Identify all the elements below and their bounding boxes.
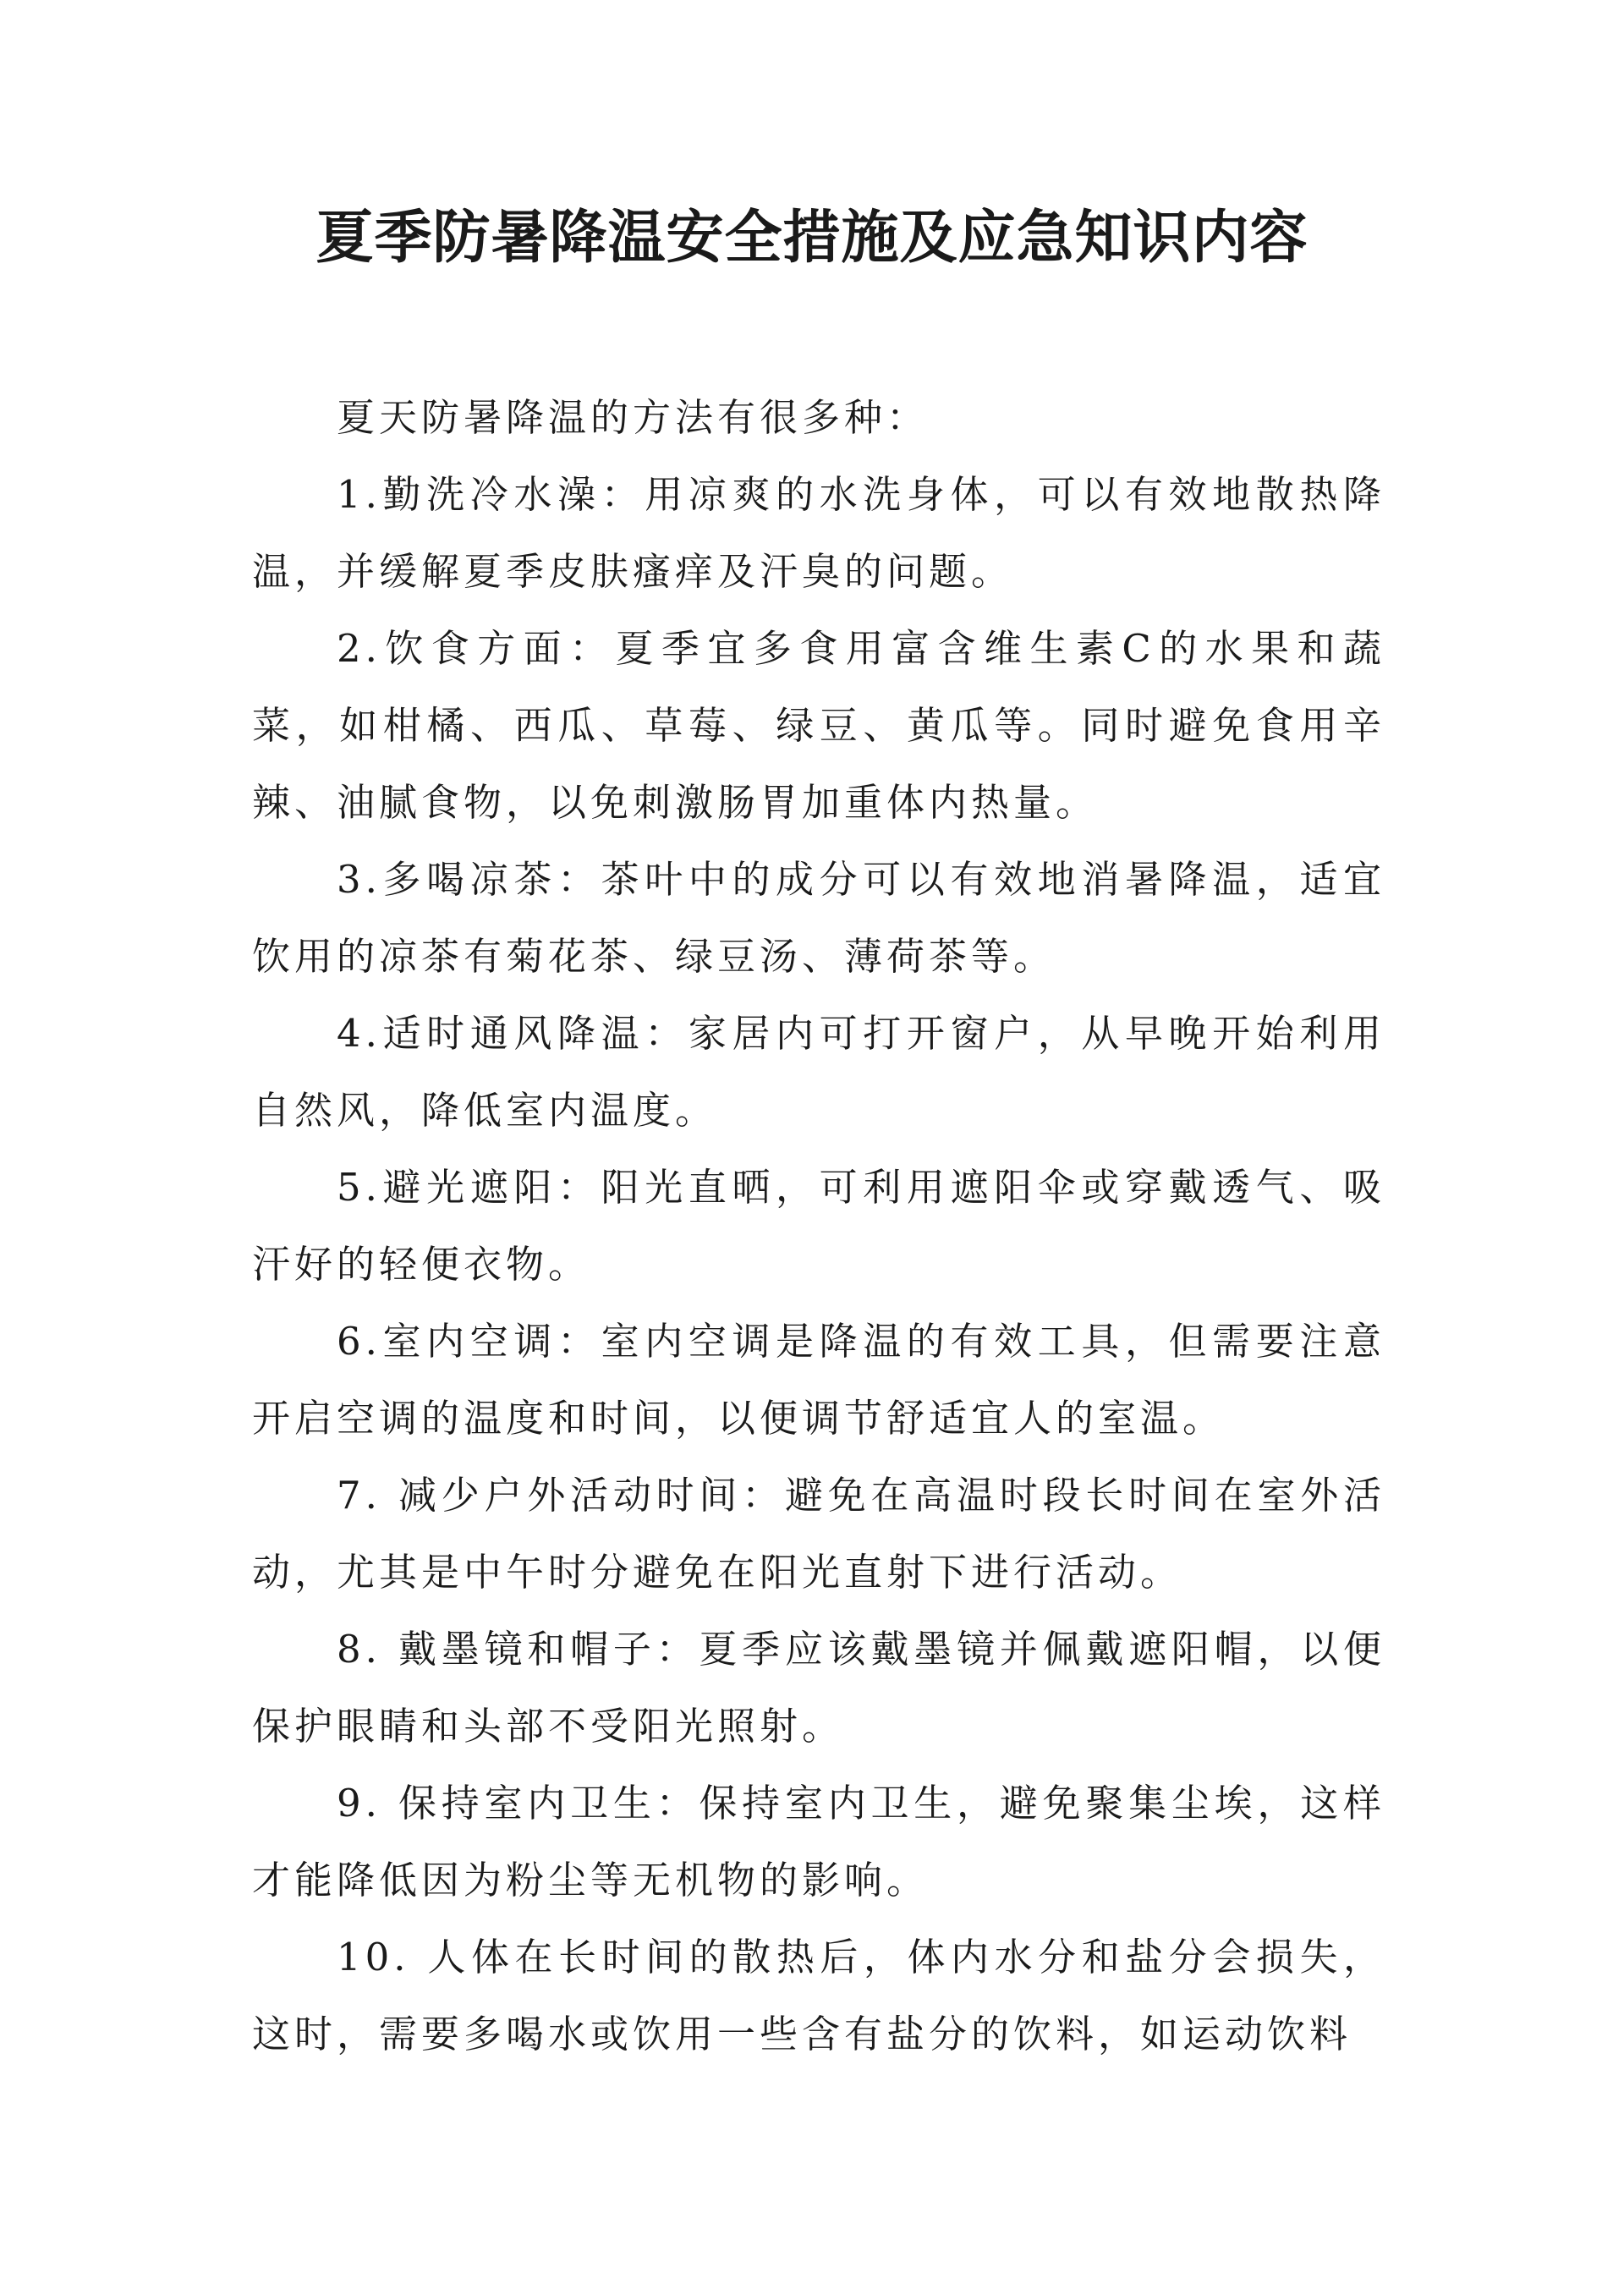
- intro-paragraph: 夏天防暑降温的方法有很多种：: [337, 395, 930, 440]
- list-item-9: 9. 保持室内卫生：保持室内卫生，避免聚集尘埃，这样才能降低因为粉尘等无机物的影响。: [252, 1781, 1385, 1902]
- list-item-1: 1.勤洗冷水澡：用凉爽的水洗身体，可以有效地散热降温，并缓解夏季皮肤瘙痒及汗臭的问题。: [252, 472, 1385, 594]
- list-item-2: 2.饮食方面：夏季宜多食用富含维生素C的水果和蔬菜，如柑橘、西瓜、草莓、绿豆、黄瓜等。同时避免食用辛辣、油腻食物，以免刺激肠胃加重体内热量。: [252, 626, 1385, 825]
- list-item-8: 8. 戴墨镜和帽子：夏季应该戴墨镜并佩戴遮阳帽，以便保护眼睛和头部不受阳光照射。: [252, 1627, 1385, 1749]
- document-title: 夏季防暑降温安全措施及应急知识内容: [315, 205, 1309, 272]
- list-item-6: 6.室内空调：室内空调是降温的有效工具，但需要注意开启空调的温度和时间，以便调节舒适宜人的室温。: [252, 1319, 1385, 1441]
- list-item-3: 3.多喝凉茶：茶叶中的成分可以有效地消暑降温，适宜饮用的凉茶有菊花茶、绿豆汤、薄荷茶等。: [252, 857, 1385, 979]
- list-item-5: 5.避光遮阳：阳光直晒，可利用遮阳伞或穿戴透气、吸汗好的轻便衣物。: [252, 1165, 1385, 1287]
- list-item-4: 4.适时通风降温：家居内可打开窗户，从早晚开始利用自然风，降低室内温度。: [252, 1011, 1385, 1133]
- list-item-7: 7. 减少户外活动时间：避免在高温时段长时间在室外活动，尤其是中午时分避免在阳光直射下进行活动。: [252, 1473, 1385, 1595]
- list-item-10: 10. 人体在长时间的散热后，体内水分和盐分会损失，这时，需要多喝水或饮用一些含有盐分的饮料，如运动饮料: [252, 1935, 1385, 2056]
- document-body: [252, 379, 1385, 2073]
